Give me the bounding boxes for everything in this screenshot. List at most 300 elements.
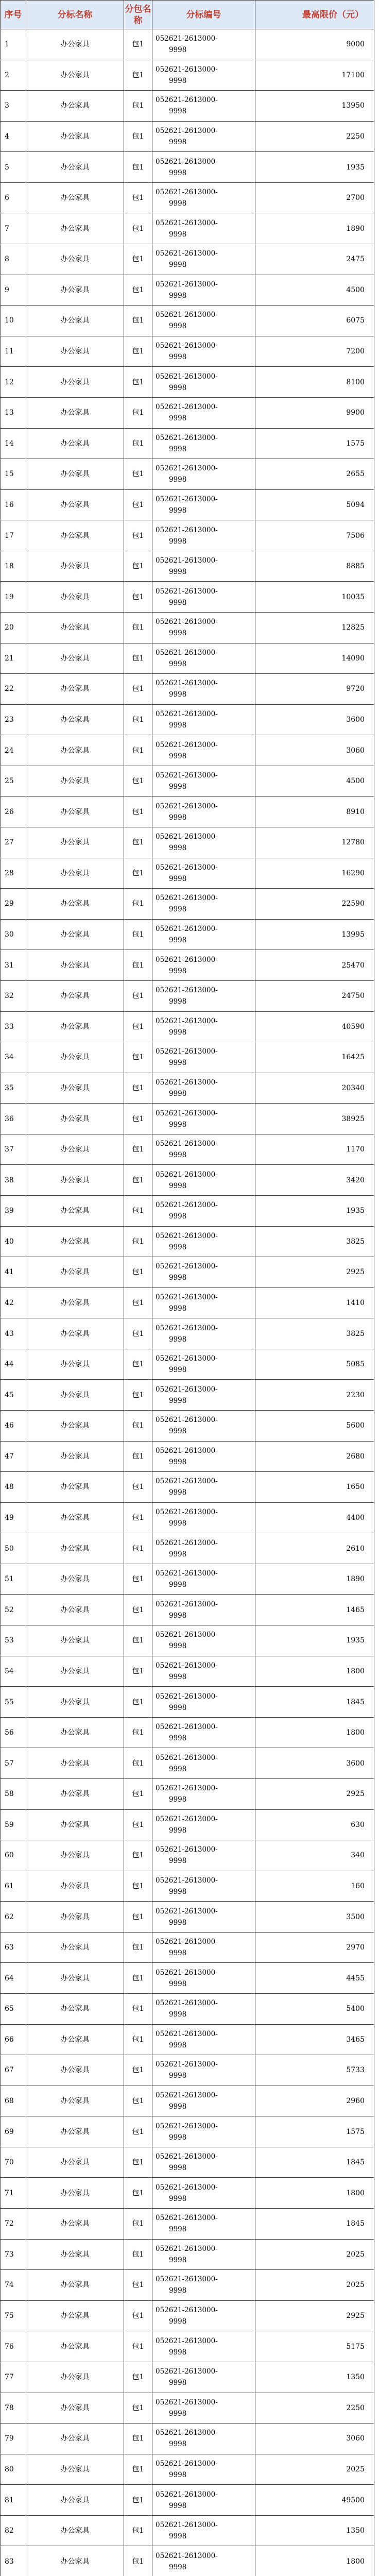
cell-code bbox=[152, 551, 255, 582]
cell-code bbox=[152, 520, 255, 551]
cell-no: 32 bbox=[1, 980, 26, 1011]
cell-code bbox=[152, 1042, 255, 1073]
cell-code-line2: 9998 bbox=[169, 997, 187, 1006]
cell-name: 办公家具 bbox=[26, 1349, 124, 1380]
cell-price: 2700 bbox=[255, 182, 374, 213]
cell-code bbox=[152, 766, 255, 796]
cell-package: 包1 bbox=[124, 551, 152, 582]
cell-code bbox=[152, 612, 255, 643]
cell-price: 2970 bbox=[255, 1932, 374, 1963]
cell-package: 包1 bbox=[124, 2116, 152, 2147]
cell-code-line1: 052621-2613000- bbox=[156, 710, 218, 718]
table-row bbox=[1, 827, 374, 858]
cell-code bbox=[152, 1104, 255, 1134]
cell-no: 21 bbox=[1, 643, 26, 674]
cell-code-line2: 9998 bbox=[169, 1857, 187, 1866]
table-row bbox=[1, 1717, 374, 1748]
cell-package: 包1 bbox=[124, 1073, 152, 1104]
cell-name: 办公家具 bbox=[26, 2331, 124, 2362]
cell-name: 办公家具 bbox=[26, 1380, 124, 1411]
cell-package: 包1 bbox=[124, 244, 152, 275]
cell-code bbox=[152, 1809, 255, 1840]
cell-code-line1: 052621-2613000- bbox=[156, 2521, 218, 2530]
cell-code-line2: 9998 bbox=[169, 1212, 187, 1221]
cell-no: 82 bbox=[1, 2515, 26, 2546]
cell-code-line2: 9998 bbox=[169, 1949, 187, 1958]
cell-code bbox=[152, 2300, 255, 2331]
cell-code-line1: 052621-2613000- bbox=[156, 188, 218, 197]
cell-package: 包1 bbox=[124, 1595, 152, 1625]
cell-no: 28 bbox=[1, 858, 26, 889]
cell-code-line1: 052621-2613000- bbox=[156, 311, 218, 319]
cell-code-line1: 052621-2613000- bbox=[156, 96, 218, 105]
cell-no: 58 bbox=[1, 1778, 26, 1809]
cell-name: 办公家具 bbox=[26, 1226, 124, 1257]
cell-package: 包1 bbox=[124, 1380, 152, 1411]
cell-code-line2: 9998 bbox=[169, 1274, 187, 1282]
cell-code bbox=[152, 367, 255, 398]
table-row bbox=[1, 367, 374, 398]
cell-name: 办公家具 bbox=[26, 735, 124, 766]
cell-price: 1890 bbox=[255, 1564, 374, 1595]
cell-package: 包1 bbox=[124, 182, 152, 213]
cell-package: 包1 bbox=[124, 2393, 152, 2424]
cell-name: 办公家具 bbox=[26, 2546, 124, 2576]
cell-package: 包1 bbox=[124, 91, 152, 122]
cell-package: 包1 bbox=[124, 1625, 152, 1656]
cell-code-line1: 052621-2613000- bbox=[156, 740, 218, 749]
cell-code-line2: 9998 bbox=[169, 476, 187, 484]
table-row bbox=[1, 1287, 374, 1318]
cell-name: 办公家具 bbox=[26, 1318, 124, 1349]
cell-code-line2: 9998 bbox=[169, 1488, 187, 1497]
cell-price: 1575 bbox=[255, 428, 374, 459]
cell-code bbox=[152, 2178, 255, 2209]
cell-price: 630 bbox=[255, 1809, 374, 1840]
cell-code-line1: 052621-2613000- bbox=[156, 1262, 218, 1271]
cell-code-line1: 052621-2613000- bbox=[156, 65, 218, 74]
table-row bbox=[1, 1840, 374, 1871]
cell-package: 包1 bbox=[124, 2362, 152, 2393]
cell-code-line2: 9998 bbox=[169, 2379, 187, 2387]
cell-price: 20340 bbox=[255, 1073, 374, 1104]
cell-name: 办公家具 bbox=[26, 275, 124, 306]
cell-package: 包1 bbox=[124, 275, 152, 306]
cell-code bbox=[152, 1134, 255, 1165]
cell-price: 1350 bbox=[255, 2515, 374, 2546]
cell-price: 2475 bbox=[255, 244, 374, 275]
cell-package: 包1 bbox=[124, 582, 152, 613]
table-row bbox=[1, 1411, 374, 1442]
cell-name: 办公家具 bbox=[26, 1840, 124, 1871]
cell-price: 160 bbox=[255, 1871, 374, 1902]
cell-price: 2680 bbox=[255, 1441, 374, 1472]
cell-code-line1: 052621-2613000- bbox=[156, 2490, 218, 2499]
cell-code bbox=[152, 428, 255, 459]
cell-code-line2: 9998 bbox=[169, 1703, 187, 1712]
cell-code-line2: 9998 bbox=[169, 2440, 187, 2449]
table-row bbox=[1, 428, 374, 459]
cell-price: 1800 bbox=[255, 1656, 374, 1687]
cell-no: 19 bbox=[1, 582, 26, 613]
cell-package: 包1 bbox=[124, 2024, 152, 2055]
cell-code bbox=[152, 244, 255, 275]
cell-name: 办公家具 bbox=[26, 1533, 124, 1564]
cell-price: 2655 bbox=[255, 459, 374, 490]
cell-code-line2: 9998 bbox=[169, 813, 187, 822]
cell-no: 38 bbox=[1, 1165, 26, 1196]
cell-code-line2: 9998 bbox=[169, 1979, 187, 1988]
cell-name: 办公家具 bbox=[26, 1717, 124, 1748]
cell-code-line1: 052621-2613000- bbox=[156, 433, 218, 442]
cell-code-line2: 9998 bbox=[169, 659, 187, 668]
header-code: 分标编号 bbox=[152, 1, 255, 29]
cell-package: 包1 bbox=[124, 2485, 152, 2516]
cell-code-line2: 9998 bbox=[169, 2286, 187, 2295]
table-row bbox=[1, 1994, 374, 2025]
cell-name: 办公家具 bbox=[26, 858, 124, 889]
cell-name: 办公家具 bbox=[26, 1011, 124, 1042]
cell-code bbox=[152, 704, 255, 735]
cell-name: 办公家具 bbox=[26, 1871, 124, 1902]
table-row bbox=[1, 1441, 374, 1472]
cell-package: 包1 bbox=[124, 1687, 152, 1718]
table-row bbox=[1, 29, 374, 60]
cell-code-line1: 052621-2613000- bbox=[156, 1661, 218, 1670]
cell-name: 办公家具 bbox=[26, 1287, 124, 1318]
cell-price: 9900 bbox=[255, 397, 374, 428]
cell-price: 1350 bbox=[255, 2362, 374, 2393]
cell-code-line1: 052621-2613000- bbox=[156, 249, 218, 258]
table-row bbox=[1, 1902, 374, 1933]
cell-code-line2: 9998 bbox=[169, 598, 187, 607]
cell-no: 48 bbox=[1, 1472, 26, 1503]
cell-name: 办公家具 bbox=[26, 1809, 124, 1840]
cell-code-line1: 052621-2613000- bbox=[156, 1907, 218, 1916]
cell-package: 包1 bbox=[124, 1257, 152, 1288]
cell-code-line1: 052621-2613000- bbox=[156, 1078, 218, 1087]
cell-code bbox=[152, 275, 255, 306]
cell-code bbox=[152, 1778, 255, 1809]
cell-code-line1: 052621-2613000- bbox=[156, 372, 218, 381]
cell-code-line1: 052621-2613000- bbox=[156, 771, 218, 780]
cell-code-line1: 052621-2613000- bbox=[156, 127, 218, 135]
cell-code-line1: 052621-2613000- bbox=[156, 2029, 218, 2038]
cell-name: 办公家具 bbox=[26, 551, 124, 582]
cell-code-line2: 9998 bbox=[169, 322, 187, 331]
cell-price: 1935 bbox=[255, 1625, 374, 1656]
cell-code-line1: 052621-2613000- bbox=[156, 2091, 218, 2100]
cell-code-line1: 052621-2613000- bbox=[156, 556, 218, 565]
cell-name: 办公家具 bbox=[26, 582, 124, 613]
cell-code bbox=[152, 60, 255, 91]
cell-price: 12825 bbox=[255, 612, 374, 643]
cell-price: 9720 bbox=[255, 674, 374, 705]
cell-no: 49 bbox=[1, 1502, 26, 1533]
cell-code bbox=[152, 1994, 255, 2025]
cell-name: 办公家具 bbox=[26, 796, 124, 827]
cell-code-line2: 9998 bbox=[169, 1458, 187, 1466]
cell-no: 8 bbox=[1, 244, 26, 275]
table-row bbox=[1, 2546, 374, 2576]
cell-no: 79 bbox=[1, 2424, 26, 2454]
table-row bbox=[1, 1226, 374, 1257]
cell-no: 81 bbox=[1, 2485, 26, 2516]
cell-name: 办公家具 bbox=[26, 1257, 124, 1288]
cell-name: 办公家具 bbox=[26, 1625, 124, 1656]
cell-code-line2: 9998 bbox=[169, 353, 187, 362]
cell-price: 38925 bbox=[255, 1104, 374, 1134]
cell-no: 14 bbox=[1, 428, 26, 459]
cell-no: 76 bbox=[1, 2331, 26, 2362]
table-row bbox=[1, 1349, 374, 1380]
cell-code-line2: 9998 bbox=[169, 1887, 187, 1896]
table-row bbox=[1, 2362, 374, 2393]
cell-price: 3825 bbox=[255, 1226, 374, 1257]
table-row bbox=[1, 919, 374, 950]
table-row bbox=[1, 2300, 374, 2331]
cell-code bbox=[152, 796, 255, 827]
cell-code-line1: 052621-2613000- bbox=[156, 863, 218, 872]
cell-code-line1: 052621-2613000- bbox=[156, 2429, 218, 2437]
cell-code-line2: 9998 bbox=[169, 1672, 187, 1681]
cell-no: 72 bbox=[1, 2209, 26, 2240]
cell-code-line2: 9998 bbox=[169, 1918, 187, 1927]
cell-code-line2: 9998 bbox=[169, 936, 187, 945]
cell-code-line1: 052621-2613000- bbox=[156, 2336, 218, 2345]
cell-package: 包1 bbox=[124, 2424, 152, 2454]
cell-price: 3060 bbox=[255, 2424, 374, 2454]
cell-no: 69 bbox=[1, 2116, 26, 2147]
cell-no: 33 bbox=[1, 1011, 26, 1042]
cell-price: 9000 bbox=[255, 29, 374, 60]
cell-code-line1: 052621-2613000- bbox=[156, 1784, 218, 1793]
cell-package: 包1 bbox=[124, 1104, 152, 1134]
cell-package: 包1 bbox=[124, 704, 152, 735]
cell-code-line1: 052621-2613000- bbox=[156, 1416, 218, 1425]
cell-no: 10 bbox=[1, 306, 26, 336]
cell-price: 25470 bbox=[255, 950, 374, 981]
cell-no: 3 bbox=[1, 91, 26, 122]
cell-no: 16 bbox=[1, 489, 26, 520]
cell-name: 办公家具 bbox=[26, 1042, 124, 1073]
table-row bbox=[1, 1687, 374, 1718]
cell-price: 3825 bbox=[255, 1318, 374, 1349]
table-row bbox=[1, 121, 374, 152]
header-name: 分标名称 bbox=[26, 1, 124, 29]
cell-code-line2: 9998 bbox=[169, 874, 187, 883]
cell-package: 包1 bbox=[124, 1195, 152, 1226]
cell-code bbox=[152, 643, 255, 674]
cell-code-line1: 052621-2613000- bbox=[156, 2214, 218, 2223]
cell-no: 22 bbox=[1, 674, 26, 705]
cell-name: 办公家具 bbox=[26, 889, 124, 920]
cell-package: 包1 bbox=[124, 2270, 152, 2301]
cell-package: 包1 bbox=[124, 336, 152, 367]
cell-code bbox=[152, 1533, 255, 1564]
table-row bbox=[1, 2454, 374, 2485]
cell-package: 包1 bbox=[124, 428, 152, 459]
cell-price: 2230 bbox=[255, 1380, 374, 1411]
cell-name: 办公家具 bbox=[26, 1932, 124, 1963]
cell-code-line2: 9998 bbox=[169, 414, 187, 423]
cell-no: 25 bbox=[1, 766, 26, 796]
cell-code-line1: 052621-2613000- bbox=[156, 894, 218, 903]
table-row bbox=[1, 1778, 374, 1809]
cell-name: 办公家具 bbox=[26, 1502, 124, 1533]
table-row bbox=[1, 2055, 374, 2086]
table-row bbox=[1, 704, 374, 735]
cell-name: 办公家具 bbox=[26, 91, 124, 122]
cell-package: 包1 bbox=[124, 489, 152, 520]
cell-code-line1: 052621-2613000- bbox=[156, 280, 218, 289]
cell-price: 1575 bbox=[255, 2116, 374, 2147]
cell-no: 71 bbox=[1, 2178, 26, 2209]
cell-code bbox=[152, 29, 255, 60]
cell-price: 3420 bbox=[255, 1165, 374, 1196]
cell-name: 办公家具 bbox=[26, 1165, 124, 1196]
cell-code bbox=[152, 919, 255, 950]
cell-price: 5733 bbox=[255, 2055, 374, 2086]
cell-name: 办公家具 bbox=[26, 827, 124, 858]
table-row bbox=[1, 2485, 374, 2516]
table-row bbox=[1, 674, 374, 705]
table-row bbox=[1, 889, 374, 920]
table-row bbox=[1, 2270, 374, 2301]
cell-code-line1: 052621-2613000- bbox=[156, 1047, 218, 1056]
cell-package: 包1 bbox=[124, 1932, 152, 1963]
cell-code-line2: 9998 bbox=[169, 1826, 187, 1835]
table-row bbox=[1, 1011, 374, 1042]
cell-name: 办公家具 bbox=[26, 60, 124, 91]
cell-name: 办公家具 bbox=[26, 1411, 124, 1442]
cell-no: 27 bbox=[1, 827, 26, 858]
table-row bbox=[1, 489, 374, 520]
cell-code-line1: 052621-2613000- bbox=[156, 526, 218, 534]
cell-no: 51 bbox=[1, 1564, 26, 1595]
cell-price: 3060 bbox=[255, 735, 374, 766]
cell-code bbox=[152, 1411, 255, 1442]
cell-price: 2610 bbox=[255, 1533, 374, 1564]
cell-no: 40 bbox=[1, 1226, 26, 1257]
table-row bbox=[1, 643, 374, 674]
cell-package: 包1 bbox=[124, 1472, 152, 1503]
cell-code-line1: 052621-2613000- bbox=[156, 1938, 218, 1946]
cell-no: 9 bbox=[1, 275, 26, 306]
cell-package: 包1 bbox=[124, 2209, 152, 2240]
cell-code-line1: 052621-2613000- bbox=[156, 2153, 218, 2161]
cell-code-line1: 052621-2613000- bbox=[156, 925, 218, 934]
table-row bbox=[1, 950, 374, 981]
cell-name: 办公家具 bbox=[26, 182, 124, 213]
cell-code-line1: 052621-2613000- bbox=[156, 403, 218, 412]
cell-no: 61 bbox=[1, 1871, 26, 1902]
table-row bbox=[1, 459, 374, 490]
cell-no: 36 bbox=[1, 1104, 26, 1134]
cell-price: 2960 bbox=[255, 2086, 374, 2116]
cell-name: 办公家具 bbox=[26, 2024, 124, 2055]
cell-price: 1465 bbox=[255, 1595, 374, 1625]
cell-price: 16425 bbox=[255, 1042, 374, 1073]
cell-package: 包1 bbox=[124, 60, 152, 91]
cell-package: 包1 bbox=[124, 1963, 152, 1994]
cell-code-line1: 052621-2613000- bbox=[156, 1692, 218, 1701]
cell-package: 包1 bbox=[124, 152, 152, 183]
cell-package: 包1 bbox=[124, 121, 152, 152]
cell-package: 包1 bbox=[124, 2055, 152, 2086]
cell-package: 包1 bbox=[124, 2515, 152, 2546]
cell-name: 办公家具 bbox=[26, 2485, 124, 2516]
cell-code-line1: 052621-2613000- bbox=[156, 2306, 218, 2315]
cell-no: 34 bbox=[1, 1042, 26, 1073]
cell-code bbox=[152, 2362, 255, 2393]
cell-code-line2: 9998 bbox=[169, 1795, 187, 1804]
cell-code bbox=[152, 1472, 255, 1503]
cell-code bbox=[152, 1748, 255, 1779]
cell-code-line1: 052621-2613000- bbox=[156, 1477, 218, 1486]
cell-price: 1800 bbox=[255, 2546, 374, 2576]
table-row bbox=[1, 1656, 374, 1687]
table-row bbox=[1, 2024, 374, 2055]
cell-code-line1: 052621-2613000- bbox=[156, 1170, 218, 1179]
cell-code bbox=[152, 735, 255, 766]
cell-code-line2: 9998 bbox=[169, 2563, 187, 2571]
cell-no: 44 bbox=[1, 1349, 26, 1380]
cell-name: 办公家具 bbox=[26, 1472, 124, 1503]
cell-code-line2: 9998 bbox=[169, 2409, 187, 2418]
cell-code-line1: 052621-2613000- bbox=[156, 2060, 218, 2069]
cell-package: 包1 bbox=[124, 367, 152, 398]
cell-package: 包1 bbox=[124, 735, 152, 766]
cell-code-line2: 9998 bbox=[169, 1335, 187, 1344]
cell-code bbox=[152, 1717, 255, 1748]
cell-code-line2: 9998 bbox=[169, 2072, 187, 2080]
header-package: 分包名称 bbox=[124, 1, 152, 29]
cell-price: 4455 bbox=[255, 1963, 374, 1994]
cell-name: 办公家具 bbox=[26, 1564, 124, 1595]
cell-name: 办公家具 bbox=[26, 1073, 124, 1104]
cell-price: 8910 bbox=[255, 796, 374, 827]
cell-code-line2: 9998 bbox=[169, 2164, 187, 2173]
cell-price: 4500 bbox=[255, 275, 374, 306]
cell-name: 办公家具 bbox=[26, 489, 124, 520]
cell-package: 包1 bbox=[124, 2178, 152, 2209]
header-row bbox=[1, 1, 374, 29]
cell-code-line2: 9998 bbox=[169, 1089, 187, 1098]
cell-no: 74 bbox=[1, 2270, 26, 2301]
cell-no: 53 bbox=[1, 1625, 26, 1656]
cell-code-line2: 9998 bbox=[169, 76, 187, 85]
table-row bbox=[1, 1533, 374, 1564]
cell-code-line2: 9998 bbox=[169, 1734, 187, 1743]
cell-code bbox=[152, 152, 255, 183]
cell-name: 办公家具 bbox=[26, 1778, 124, 1809]
cell-code-line1: 052621-2613000- bbox=[156, 1569, 218, 1578]
cell-no: 15 bbox=[1, 459, 26, 490]
cell-name: 办公家具 bbox=[26, 2178, 124, 2209]
cell-code bbox=[152, 1195, 255, 1226]
cell-code-line1: 052621-2613000- bbox=[156, 2551, 218, 2560]
table-row bbox=[1, 1625, 374, 1656]
cell-code-line2: 9998 bbox=[169, 1581, 187, 1589]
cell-code-line1: 052621-2613000- bbox=[156, 464, 218, 473]
cell-price: 2925 bbox=[255, 1778, 374, 1809]
cell-code-line2: 9998 bbox=[169, 2348, 187, 2357]
cell-code-line1: 052621-2613000- bbox=[156, 1016, 218, 1025]
cell-code-line2: 9998 bbox=[169, 537, 187, 546]
cell-code bbox=[152, 2454, 255, 2485]
cell-no: 77 bbox=[1, 2362, 26, 2393]
